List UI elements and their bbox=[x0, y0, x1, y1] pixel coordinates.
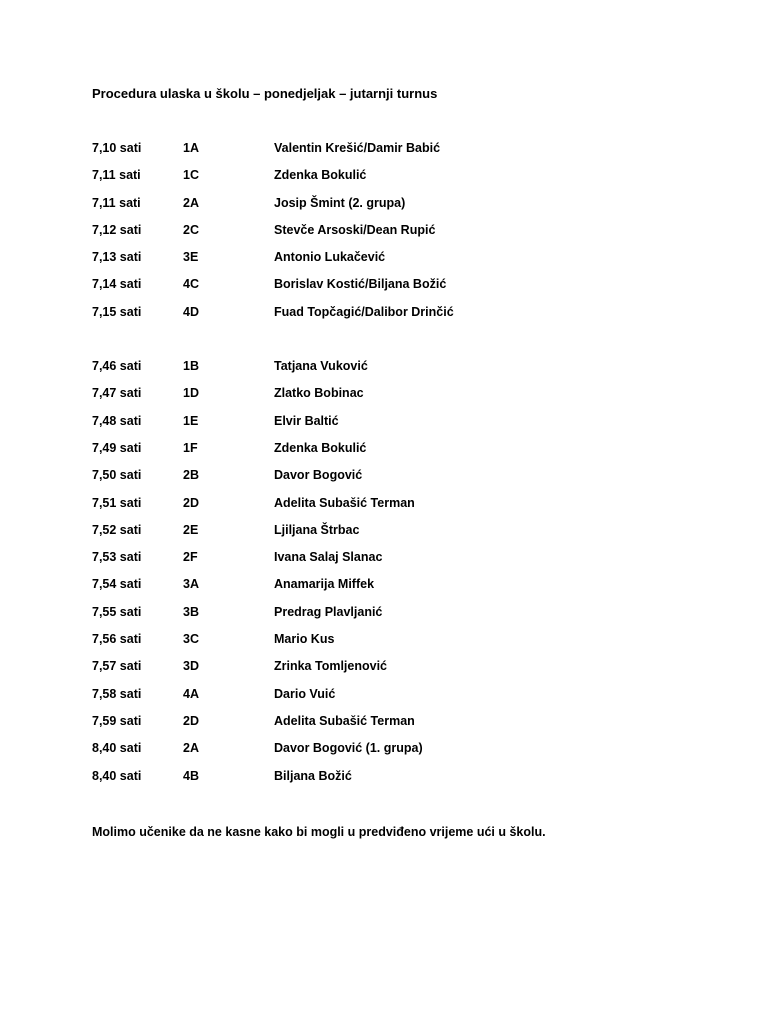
schedule-row bbox=[92, 632, 692, 659]
entry-time: 7,51 sati bbox=[92, 495, 142, 510]
teacher-name: Ljiljana Štrbac bbox=[274, 522, 360, 537]
entry-time: 7,13 sati bbox=[92, 250, 142, 265]
teacher-name: Stevče Arsoski/Dean Rupić bbox=[274, 222, 436, 237]
schedule-row bbox=[92, 714, 692, 741]
entry-time: 7,52 sati bbox=[92, 522, 142, 537]
teacher-name: Davor Bogović bbox=[274, 468, 363, 483]
class-code: 2D bbox=[183, 495, 199, 510]
entry-time: 7,11 sati bbox=[92, 168, 141, 183]
teacher-name: Antonio Lukačević bbox=[274, 250, 386, 265]
class-code: 4D bbox=[183, 304, 199, 319]
teacher-name: Zrinka Tomljenović bbox=[274, 659, 387, 674]
entry-time: 7,57 sati bbox=[92, 659, 142, 674]
schedule-row bbox=[92, 168, 692, 195]
schedule-row bbox=[92, 250, 692, 277]
class-code: 3B bbox=[183, 604, 199, 619]
schedule-group-late bbox=[92, 359, 692, 796]
teacher-name: Tatjana Vuković bbox=[274, 359, 368, 374]
schedule-group-early bbox=[92, 141, 692, 332]
entry-time: 7,48 sati bbox=[92, 413, 142, 428]
teacher-name: Zdenka Bokulić bbox=[274, 440, 367, 455]
teacher-name: Davor Bogović (1. grupa) bbox=[274, 741, 423, 756]
class-code: 1E bbox=[183, 413, 199, 428]
entry-schedule bbox=[92, 141, 692, 796]
entry-time: 8,40 sati bbox=[92, 741, 142, 756]
class-code: 1F bbox=[183, 440, 198, 455]
schedule-row bbox=[92, 496, 692, 523]
schedule-row bbox=[92, 277, 692, 304]
schedule-row bbox=[92, 659, 692, 686]
schedule-row bbox=[92, 305, 692, 332]
teacher-name: Zdenka Bokulić bbox=[274, 168, 367, 183]
class-code: 1C bbox=[183, 168, 199, 183]
schedule-row bbox=[92, 359, 692, 386]
teacher-name: Elvir Baltić bbox=[274, 413, 339, 428]
class-code: 2B bbox=[183, 468, 199, 483]
schedule-row bbox=[92, 687, 692, 714]
entry-time: 7,50 sati bbox=[92, 468, 142, 483]
schedule-row bbox=[92, 523, 692, 550]
class-code: 3E bbox=[183, 250, 199, 265]
entry-time: 7,55 sati bbox=[92, 604, 142, 619]
entry-time: 7,47 sati bbox=[92, 386, 142, 401]
entry-time: 7,15 sati bbox=[92, 304, 142, 319]
class-code: 1A bbox=[183, 141, 199, 155]
class-code: 1D bbox=[183, 386, 199, 401]
teacher-name: Fuad Topčagić/Dalibor Drinčić bbox=[274, 304, 454, 319]
schedule-row bbox=[92, 577, 692, 604]
teacher-name: Josip Šmint (2. grupa) bbox=[274, 195, 406, 210]
entry-time: 7,49 sati bbox=[92, 440, 142, 455]
schedule-row bbox=[92, 196, 692, 223]
class-code: 4A bbox=[183, 686, 199, 701]
class-code: 2D bbox=[183, 713, 199, 728]
entry-time: 7,56 sati bbox=[92, 632, 142, 647]
teacher-name: Adelita Subašić Terman bbox=[274, 713, 415, 728]
entry-time: 7,59 sati bbox=[92, 713, 142, 728]
schedule-row bbox=[92, 550, 692, 577]
teacher-name: Ivana Salaj Slanac bbox=[274, 550, 383, 565]
class-code: 2F bbox=[183, 550, 198, 565]
class-code: 2A bbox=[183, 195, 199, 210]
teacher-name: Borislav Kostić/Biljana Božić bbox=[274, 277, 447, 292]
schedule-row bbox=[92, 223, 692, 250]
teacher-name: Biljana Božić bbox=[274, 768, 352, 783]
document-title: Procedura ulaska u školu – ponedjeljak – jutarnji turnus bbox=[92, 86, 438, 101]
schedule-row bbox=[92, 468, 692, 495]
entry-time: 7,11 sati bbox=[92, 195, 141, 210]
entry-time: 7,54 sati bbox=[92, 577, 142, 592]
closing-note: Molimo učenike da ne kasne kako bi mogli u predviđeno vrijeme ući u školu. bbox=[92, 825, 546, 839]
teacher-name: Mario Kus bbox=[274, 632, 335, 647]
schedule-row bbox=[92, 741, 692, 768]
entry-time: 8,40 sati bbox=[92, 768, 142, 783]
schedule-row bbox=[92, 441, 692, 468]
entry-time: 7,12 sati bbox=[92, 222, 142, 237]
class-code: 2E bbox=[183, 522, 199, 537]
schedule-row bbox=[92, 414, 692, 441]
class-code: 4C bbox=[183, 277, 199, 292]
class-code: 1B bbox=[183, 359, 199, 374]
class-code: 4B bbox=[183, 768, 199, 783]
teacher-name: Dario Vuić bbox=[274, 686, 336, 701]
teacher-name: Anamarija Miffek bbox=[274, 577, 375, 592]
class-code: 3C bbox=[183, 632, 199, 647]
teacher-name: Adelita Subašić Terman bbox=[274, 495, 415, 510]
schedule-row bbox=[92, 386, 692, 413]
class-code: 3A bbox=[183, 577, 199, 592]
entry-time: 7,58 sati bbox=[92, 686, 142, 701]
entry-time: 7,46 sati bbox=[92, 359, 142, 374]
teacher-name: Predrag Plavljanić bbox=[274, 604, 383, 619]
class-code: 3D bbox=[183, 659, 199, 674]
entry-time: 7,14 sati bbox=[92, 277, 142, 292]
teacher-name: Valentin Krešić/Damir Babić bbox=[274, 141, 441, 155]
entry-time: 7,10 sati bbox=[92, 141, 142, 155]
class-code: 2A bbox=[183, 741, 199, 756]
class-code: 2C bbox=[183, 222, 199, 237]
schedule-row bbox=[92, 605, 692, 632]
schedule-row bbox=[92, 769, 692, 796]
schedule-row bbox=[92, 141, 692, 168]
teacher-name: Zlatko Bobinac bbox=[274, 386, 364, 401]
entry-time: 7,53 sati bbox=[92, 550, 142, 565]
